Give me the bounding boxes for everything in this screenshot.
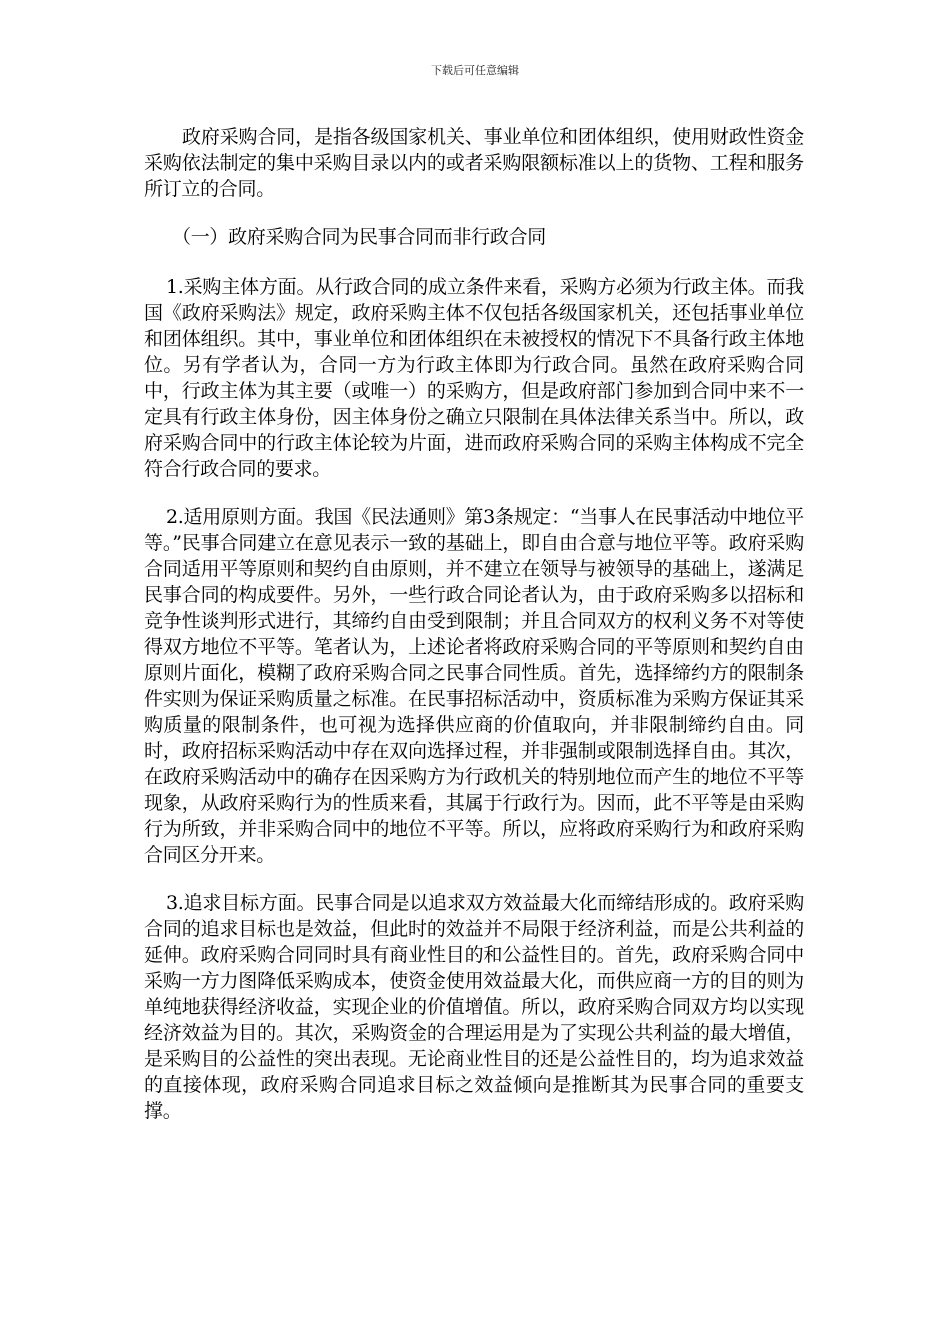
intro-paragraph: 政府采购合同，是指各级国家机关、事业单位和团体组织，使用财政性资金采购依法制定的集中采购目录以内的或者采购限额标准以上的货物、工程和服务所订立的合同。 <box>144 126 804 200</box>
section-heading: （一）政府采购合同为民事合同而非行政合同 <box>172 226 547 248</box>
paragraph-pursued-goal: 3.追求目标方面。民事合同是以追求双方效益最大化而缔结形成的。政府采购合同的追求目标也是效益，但此时的效益并不局限于经济利益，而是公共利益的延伸。政府采购合同同时具有商业性目的和公益性目的。首先，政府采购合同中采购一方力图降低采购成本，使资金使用效益最大化，而供应商一方的目的则为单纯地获得经济收益，实现企业的价值增值。所以，政府采购合同双方均以实现经济效益为目的。其次，采购资金的合理运用是为了实现公共利益的最大增值，是采购目的公益性的突出表现。无论商业性目的还是公益性目的，均为追求效益的直接体现，政府采购合同追求目标之效益倾向是推断其为民事合同的重要支撑。 <box>144 892 804 1122</box>
document-body <box>144 124 804 1146</box>
paragraph-applicable-principle: 2.适用原则方面。我国《民法通则》第3条规定：“当事人在民事活动中地位平等。”民事合同建立在意见表示一致的基础上，即自由合意与地位平等。政府采购合同适用平等原则和契约自由原则，并不建立在领导与被领导的基础上，遂满足民事合同的构成要件。另外，一些行政合同论者认为，由于政府采购多以招标和竞争性谈判形式进行，其缔约自由受到限制；并且合同双方的权利义务不对等使得双方地位不平等。笔者认为，上述论者将政府采购合同的平等原则和契约自由原则片面化，模糊了政府采购合同之民事合同性质。首先，选择缔约方的限制条件实则为保证采购质量之标准。在民事招标活动中，资质标准为采购方保证其采购质量的限制条件，也可视为选择供应商的价值取向，并非限制缔约自由。同时，政府招标采购活动中存在双向选择过程，并非强制或限制选择自由。其次，在政府采购活动中的确存在因采购方为行政机关的特别地位而产生的地位不平等现象，从政府采购行为的性质来看，其属于行政行为。因而，此不平等是由采购行为所致，并非采购合同中的地位不平等。所以，应将政府采购行为和政府采购合同区分开来。 <box>144 506 804 866</box>
paragraph-purchasing-subject: 1.采购主体方面。从行政合同的成立条件来看，采购方必须为行政主体。而我国《政府采购法》规定，政府采购主体不仅包括各级国家机关，还包括事业单位和团体组织。其中，事业单位和团体组织在未被授权的情况下不具备行政主体地位。另有学者认为，合同一方为行政主体即为行政合同。虽然在政府采购合同中，行政主体为其主要（或唯一）的采购方，但是政府部门参加到合同中来不一定具有行政主体身份，因主体身份之确立只限制在具体法律关系当中。所以，政府采购合同中的行政主体论较为片面，进而政府采购合同的采购主体构成不完全符合行政合同的要求。 <box>144 276 804 480</box>
page-header-note: 下载后可任意编辑 <box>431 64 519 77</box>
